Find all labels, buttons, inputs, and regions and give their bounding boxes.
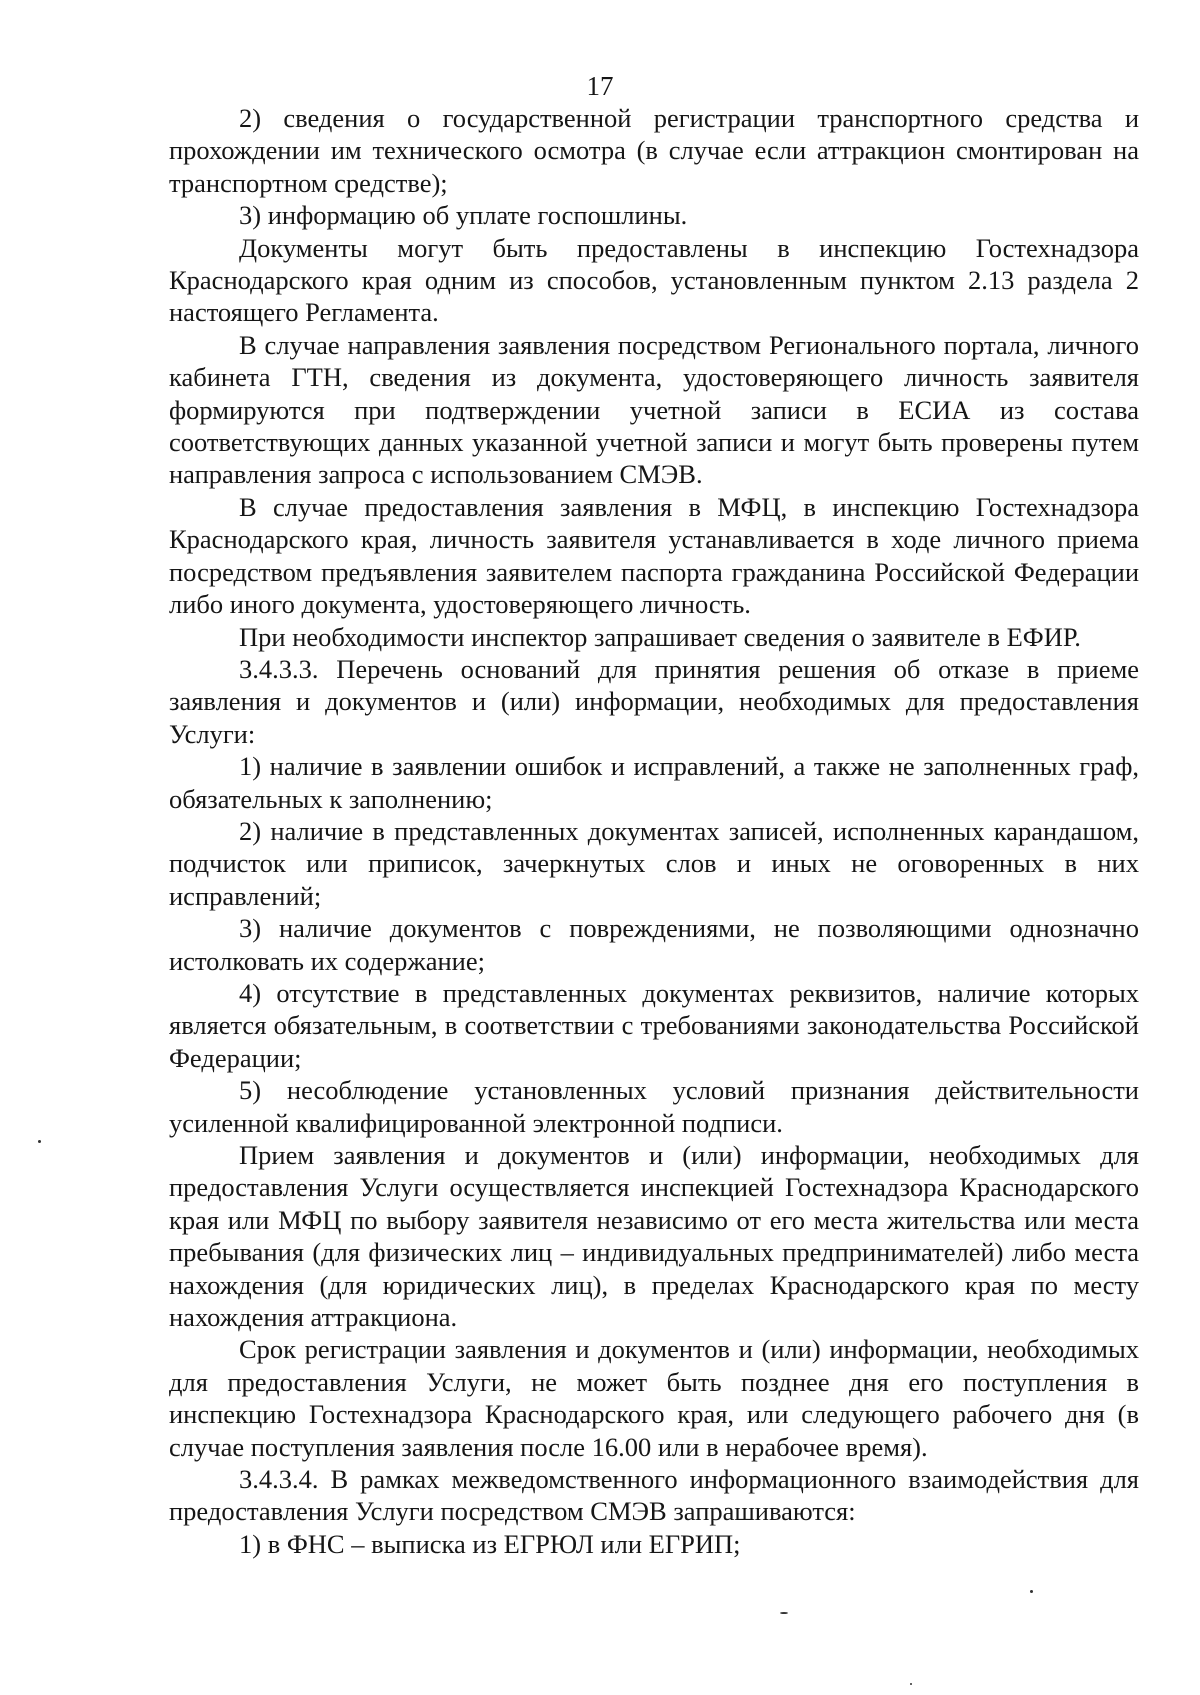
paragraph-5: В случае предоставления заявления в МФЦ, в инспекцию Гостехнадзора Краснодарского края, личность заявителя устанавливается в ходе личного приема посредством предъявления заявителем паспорта гражданина Российской Федерации либо иного документа, удостоверяющего личность. (169, 491, 1139, 620)
scan-speck (1030, 1590, 1033, 1593)
paragraph-6: При необходимости инспектор запрашивает сведения о заявителе в ЕФИР. (239, 621, 1081, 652)
paragraph-4: В случае направления заявления посредством Регионального портала, личного кабинета ГТН, сведения из документа, удостоверяющего личность заявителя формируются при подтверждении учетной записи в ЕСИА из состава соответствующих данных указанной учетной записи и могут быть проверены путем направления запроса с использованием СМЭВ. (169, 329, 1139, 490)
paragraph-1: 2) сведения о государственной регистрации транспортного средства и прохождении им технического осмотра (в случае если аттракцион смонтирован на транспортном средстве); (169, 103, 1139, 198)
paragraph-7: 3.4.3.3. Перечень оснований для принятия решения об отказе в приеме заявления и документов и (или) информации, необходимых для предоставления Услуги: (169, 653, 1139, 749)
document-body (169, 102, 1139, 1560)
paragraph-12: 5) несоблюдение установленных условий признания действительности усиленной квалифицированной электронной подписи. (169, 1075, 1139, 1138)
paragraph-16: 1) в ФНС – выписка из ЕГРЮЛ или ЕГРИП; (239, 1528, 741, 1559)
paragraph-3: Документы могут быть предоставлены в инспекцию Гостехнадзора Краснодарского края одним из способов, установленным пунктом 2.13 раздела 2 настоящего Регламента. (169, 232, 1139, 328)
paragraph-8: 1) наличие в заявлении ошибок и исправлений, а также не заполненных граф, обязательных к заполнению; (169, 751, 1139, 814)
scan-speck (780, 1612, 788, 1614)
paragraph-15: 3.4.3.4. В рамках межведомственного информационного взаимодействия для предоставления Услуги посредством СМЭВ запрашиваются: (169, 1464, 1139, 1527)
paragraph-2: 3) информацию об уплате госпошлины. (239, 200, 688, 231)
scan-speck (910, 1683, 912, 1685)
page-number: 17 (586, 71, 614, 101)
paragraph-10: 3) наличие документов с повреждениями, не позволяющими однозначно истолковать их содержание; (169, 913, 1139, 976)
scan-speck (38, 1140, 41, 1143)
paragraph-11: 4) отсутствие в представленных документах реквизитов, наличие которых является обязательным, в соответствии с требованиями законодательства Российской Федерации; (169, 977, 1139, 1073)
paragraph-13: Прием заявления и документов и (или) информации, необходимых для предоставления Услуги осуществляется инспекцией Гостехнадзора Краснодарского края или МФЦ по выбору заявителя независимо от его места жительства или места пребывания (для физических лиц – индивидуальных предпринимателей) либо места нахождения (для юридических лиц), в пределах Краснодарского края по месту нахождения аттракциона. (169, 1140, 1139, 1333)
paragraph-9: 2) наличие в представленных документах записей, исполненных карандашом, подчисток или приписок, зачеркнутых слов и иных не оговоренных в них исправлений; (169, 815, 1139, 911)
paragraph-14: Срок регистрации заявления и документов и (или) информации, необходимых для предоставления Услуги, не может быть позднее дня его поступления в инспекцию Гостехнадзора Краснодарского края, или следующего рабочего дня (в случае поступления заявления после 16.00 или в нерабочее время). (169, 1334, 1139, 1462)
